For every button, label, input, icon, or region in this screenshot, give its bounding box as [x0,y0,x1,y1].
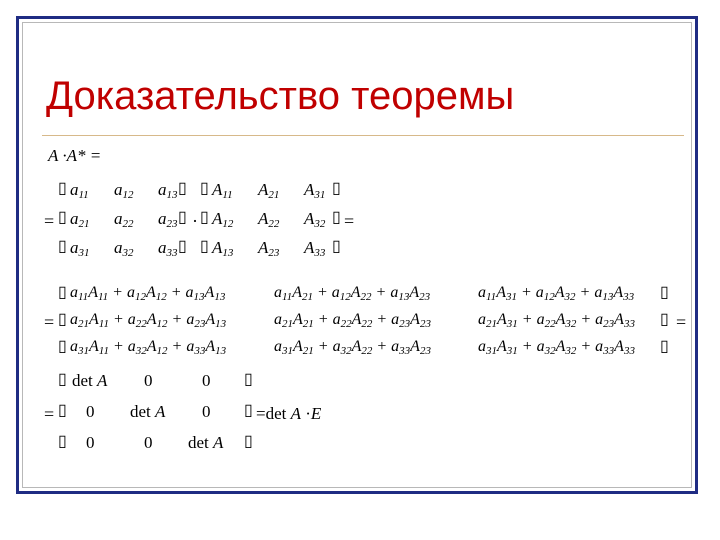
diag-cell: 0 [86,433,95,452]
matrix-adj-cell: $A_{11}$ [212,180,233,201]
diag-cell: det A [130,402,166,421]
matrix-bracket: ▯ [200,209,209,226]
matrix-bracket: ▯ [58,338,67,355]
matrix-adj-cell: $A_{33}$ [304,238,326,259]
matrix-a-cell: $a_{32}$ [114,238,134,259]
matrix-adj-cell: $A_{21}$ [258,180,280,201]
diag-cell: 0 [144,371,153,390]
matrix-bracket: ▯ [58,371,67,388]
matrix-bracket: ▯ [244,402,253,419]
matrix-a-cell: $a_{13}$ [158,180,178,201]
slide-title: Доказательство теоремы [46,74,515,118]
matrix-bracket: ▯ [244,371,253,388]
matrix-bracket: ▯ [660,311,669,328]
product-cell: $a_{21}A_{21} + a_{22}A_{22} + a_{23}A_{23}$ [274,311,431,330]
matrix-bracket: ▯ [178,238,187,255]
matrix-a-cell: $a_{22}$ [114,209,134,230]
diag-cell: 0 [202,402,211,421]
matrix-bracket: ▯ [332,209,341,226]
diag-cell: 0 [144,433,153,452]
equals-sign: = [676,312,687,332]
matrix-bracket: ▯ [58,402,67,419]
equals-sign: = [344,211,355,231]
matrix-a-cell: $a_{33}$ [158,238,178,259]
matrix-adj-cell: $A_{31}$ [304,180,326,201]
matrix-a-cell: $a_{23}$ [158,209,178,230]
matrix-bracket: ▯ [58,238,67,255]
matrix-bracket: ▯ [178,180,187,197]
matrix-a-cell: $a_{21}$ [70,209,90,230]
equals-sign: = [44,404,55,424]
matrix-adj-cell: $A_{12}$ [212,209,234,230]
diag-cell: 0 [86,402,95,421]
matrix-adj-cell: $A_{13}$ [212,238,234,259]
matrix-bracket: ▯ [178,209,187,226]
matrix-bracket: ▯ [58,311,67,328]
matrix-bracket: ▯ [58,284,67,301]
matrix-a-cell: $a_{11}$ [70,180,89,201]
product-cell: $a_{11}A_{11} + a_{12}A_{12} + a_{13}A_{13}$ [70,284,226,303]
formula-lhs: A ·A* = [48,146,102,165]
product-cell: $a_{21}A_{11} + a_{22}A_{12} + a_{23}A_{13}$ [70,311,227,330]
matrix-a-cell: $a_{31}$ [70,238,90,259]
product-cell: $a_{31}A_{11} + a_{32}A_{12} + a_{33}A_{13}$ [70,338,227,357]
matrix-bracket: ▯ [332,238,341,255]
matrix-bracket: ▯ [660,338,669,355]
matrix-adj-cell: $A_{23}$ [258,238,280,259]
product-cell: $a_{31}A_{21} + a_{32}A_{22} + a_{33}A_{23}$ [274,338,431,357]
equals-sign: = [44,312,55,332]
product-cell: $a_{31}A_{31} + a_{32}A_{32} + a_{33}A_{33}$ [478,338,635,357]
product-cell: $a_{11}A_{21} + a_{12}A_{22} + a_{13}A_{23}$ [274,284,431,303]
matrix-bracket: ▯ [58,433,67,450]
result-detA-E: =det A ·E [256,404,322,423]
matrix-bracket: ▯ [660,284,669,301]
matrix-bracket: ▯ [58,180,67,197]
matrix-bracket: ▯ [200,238,209,255]
title-divider [42,135,684,136]
matrix-adj-cell: $A_{22}$ [258,209,280,230]
product-cell: $a_{11}A_{31} + a_{12}A_{32} + a_{13}A_{33}$ [478,284,635,303]
equals-sign: = [44,211,55,231]
product-cell: $a_{21}A_{31} + a_{22}A_{32} + a_{23}A_{33}$ [478,311,635,330]
matrix-adj-cell: $A_{32}$ [304,209,326,230]
matrix-bracket: ▯ [332,180,341,197]
matrix-bracket: ▯ [200,180,209,197]
matrix-bracket: ▯ [244,433,253,450]
diag-cell: det A [188,433,224,452]
matrix-a-cell: $a_{12}$ [114,180,134,201]
diag-cell: det A [72,371,108,390]
multiply-dot: · [192,211,198,231]
matrix-bracket: ▯ [58,209,67,226]
diag-cell: 0 [202,371,211,390]
